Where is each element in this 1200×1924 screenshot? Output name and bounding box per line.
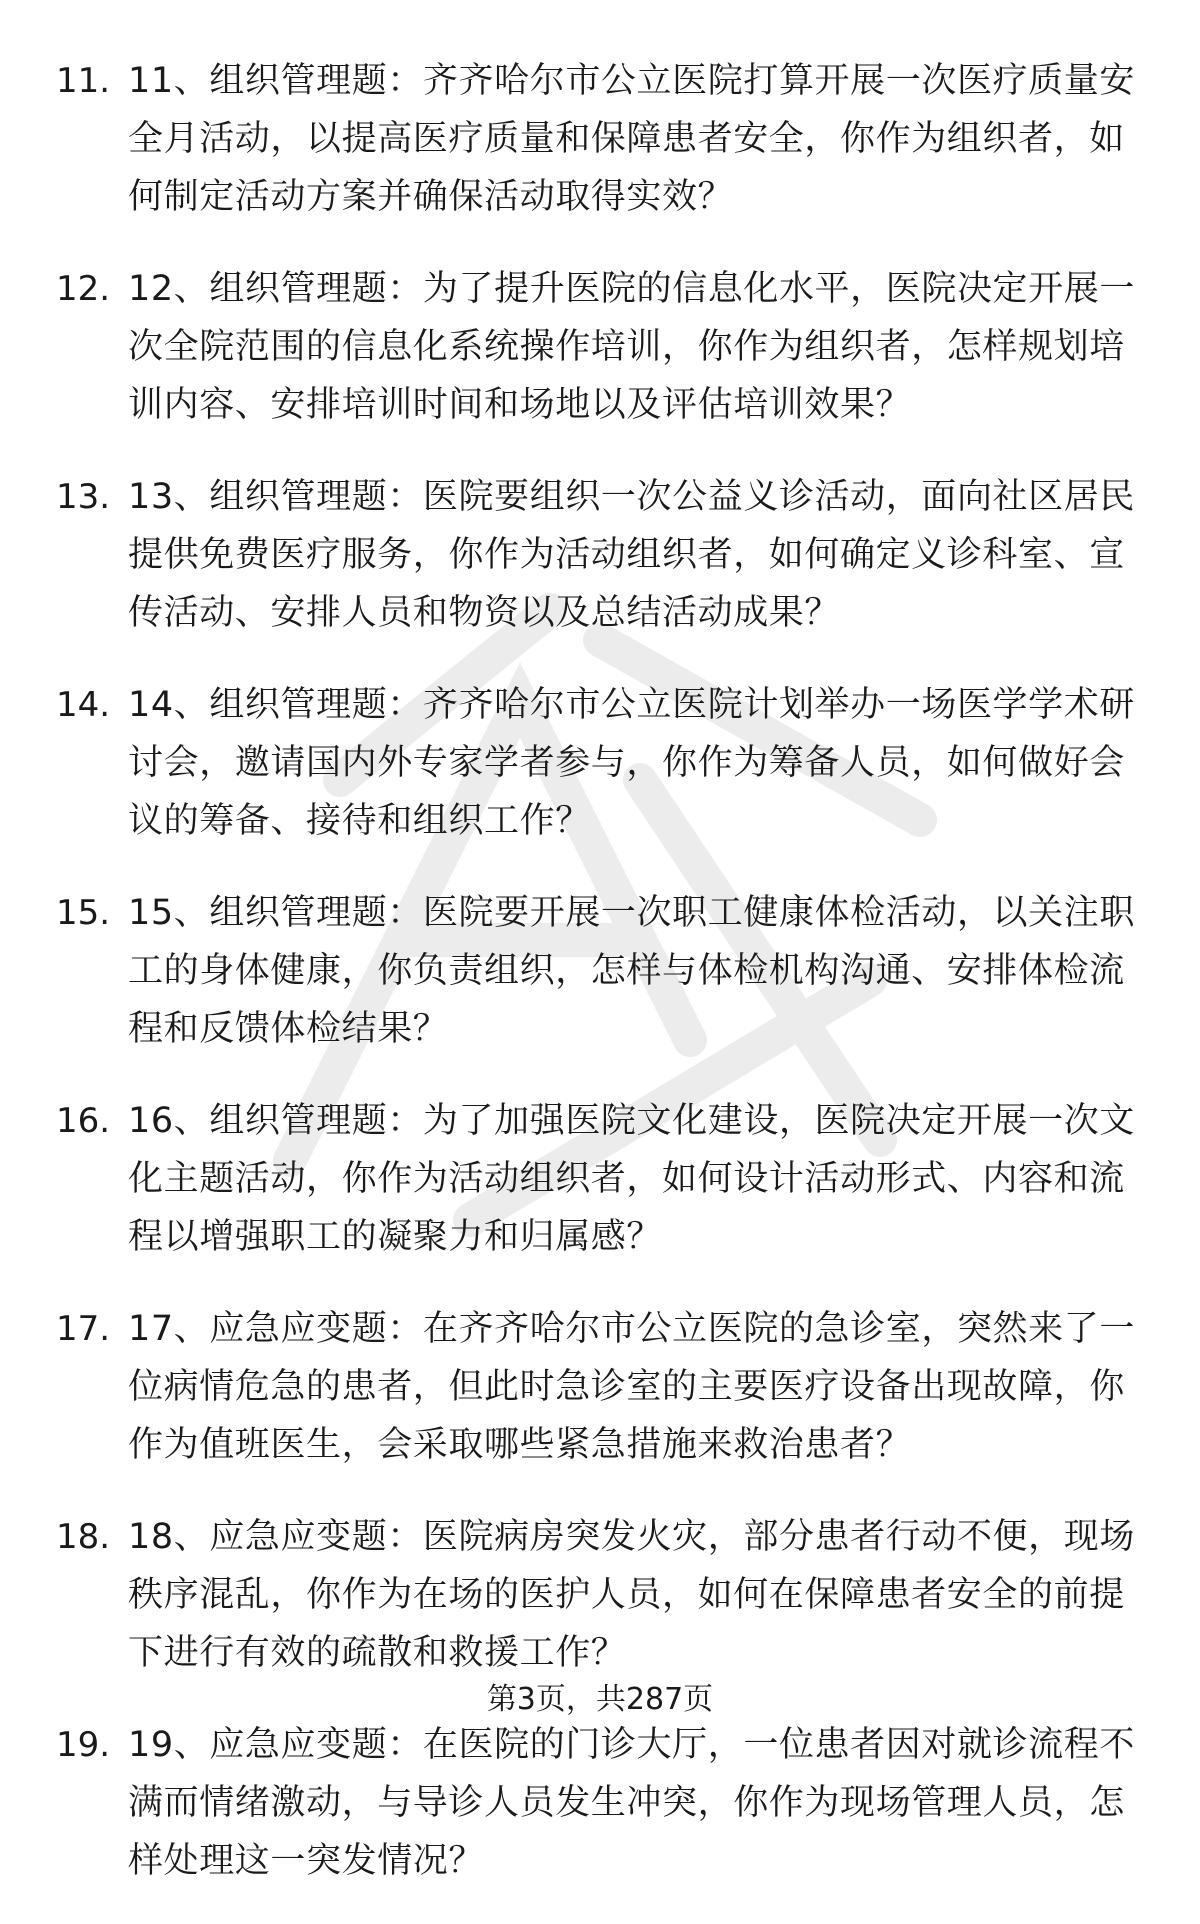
question-number: 11. — [56, 61, 111, 101]
list-item — [56, 52, 1156, 226]
question-text: 19、应急应变题：在医院的门诊大厅，一位患者因对就诊流程不满而情绪激动，与导诊人员发生冲突，你作为现场管理人员，怎样处理这一突发情况？ — [128, 1725, 1135, 1881]
question-number: 15. — [56, 893, 111, 933]
question-text: 14、组织管理题：齐齐哈尔市公立医院计划举办一场医学学术研讨会，邀请国内外专家学者参与，你作为筹备人员，如何做好会议的筹备、接待和组织工作？ — [128, 685, 1135, 841]
question-number: 14. — [56, 685, 111, 725]
question-number: 16. — [56, 1101, 111, 1141]
question-number: 17. — [56, 1309, 111, 1349]
list-item — [56, 1092, 1156, 1266]
question-number: 18. — [56, 1517, 111, 1557]
question-text: 13、组织管理题：医院要组织一次公益义诊活动，面向社区居民提供免费医疗服务，你作为活动组织者，如何确定义诊科室、宣传活动、安排人员和物资以及总结活动成果？ — [128, 477, 1135, 633]
list-item — [56, 1300, 1156, 1474]
question-number: 13. — [56, 477, 111, 517]
list-item — [56, 676, 1156, 850]
list-item — [56, 1716, 1156, 1890]
question-text: 17、应急应变题：在齐齐哈尔市公立医院的急诊室，突然来了一位病情危急的患者，但此时急诊室的主要医疗设备出现故障，你作为值班医生，会采取哪些紧急措施来救治患者？ — [128, 1309, 1135, 1465]
page-indicator: 第3页，共287页 — [486, 1682, 714, 1717]
question-text: 12、组织管理题：为了提升医院的信息化水平，医院决定开展一次全院范围的信息化系统操作培训，你作为组织者，怎样规划培训内容、安排培训时间和场地以及评估培训效果？ — [128, 269, 1135, 425]
question-text: 11、组织管理题：齐齐哈尔市公立医院打算开展一次医疗质量安全月活动，以提高医疗质量和保障患者安全，你作为组织者，如何制定活动方案并确保活动取得实效？ — [128, 61, 1135, 217]
list-item — [56, 260, 1156, 434]
question-text: 15、组织管理题：医院要开展一次职工健康体检活动，以关注职工的身体健康，你负责组织，怎样与体检机构沟通、安排体检流程和反馈体检结果？ — [128, 893, 1135, 1049]
question-number: 12. — [56, 269, 111, 309]
question-list — [56, 52, 1156, 1924]
question-text: 18、应急应变题：医院病房突发火灾，部分患者行动不便，现场秩序混乱，你作为在场的医护人员，如何在保障患者安全的前提下进行有效的疏散和救援工作？ — [128, 1517, 1135, 1673]
list-item — [56, 884, 1156, 1058]
question-text: 16、组织管理题：为了加强医院文化建设，医院决定开展一次文化主题活动，你作为活动组织者，如何设计活动形式、内容和流程以增强职工的凝聚力和归属感？ — [128, 1101, 1135, 1257]
list-item — [56, 1508, 1156, 1682]
list-item — [56, 468, 1156, 642]
question-number: 19. — [56, 1725, 111, 1765]
